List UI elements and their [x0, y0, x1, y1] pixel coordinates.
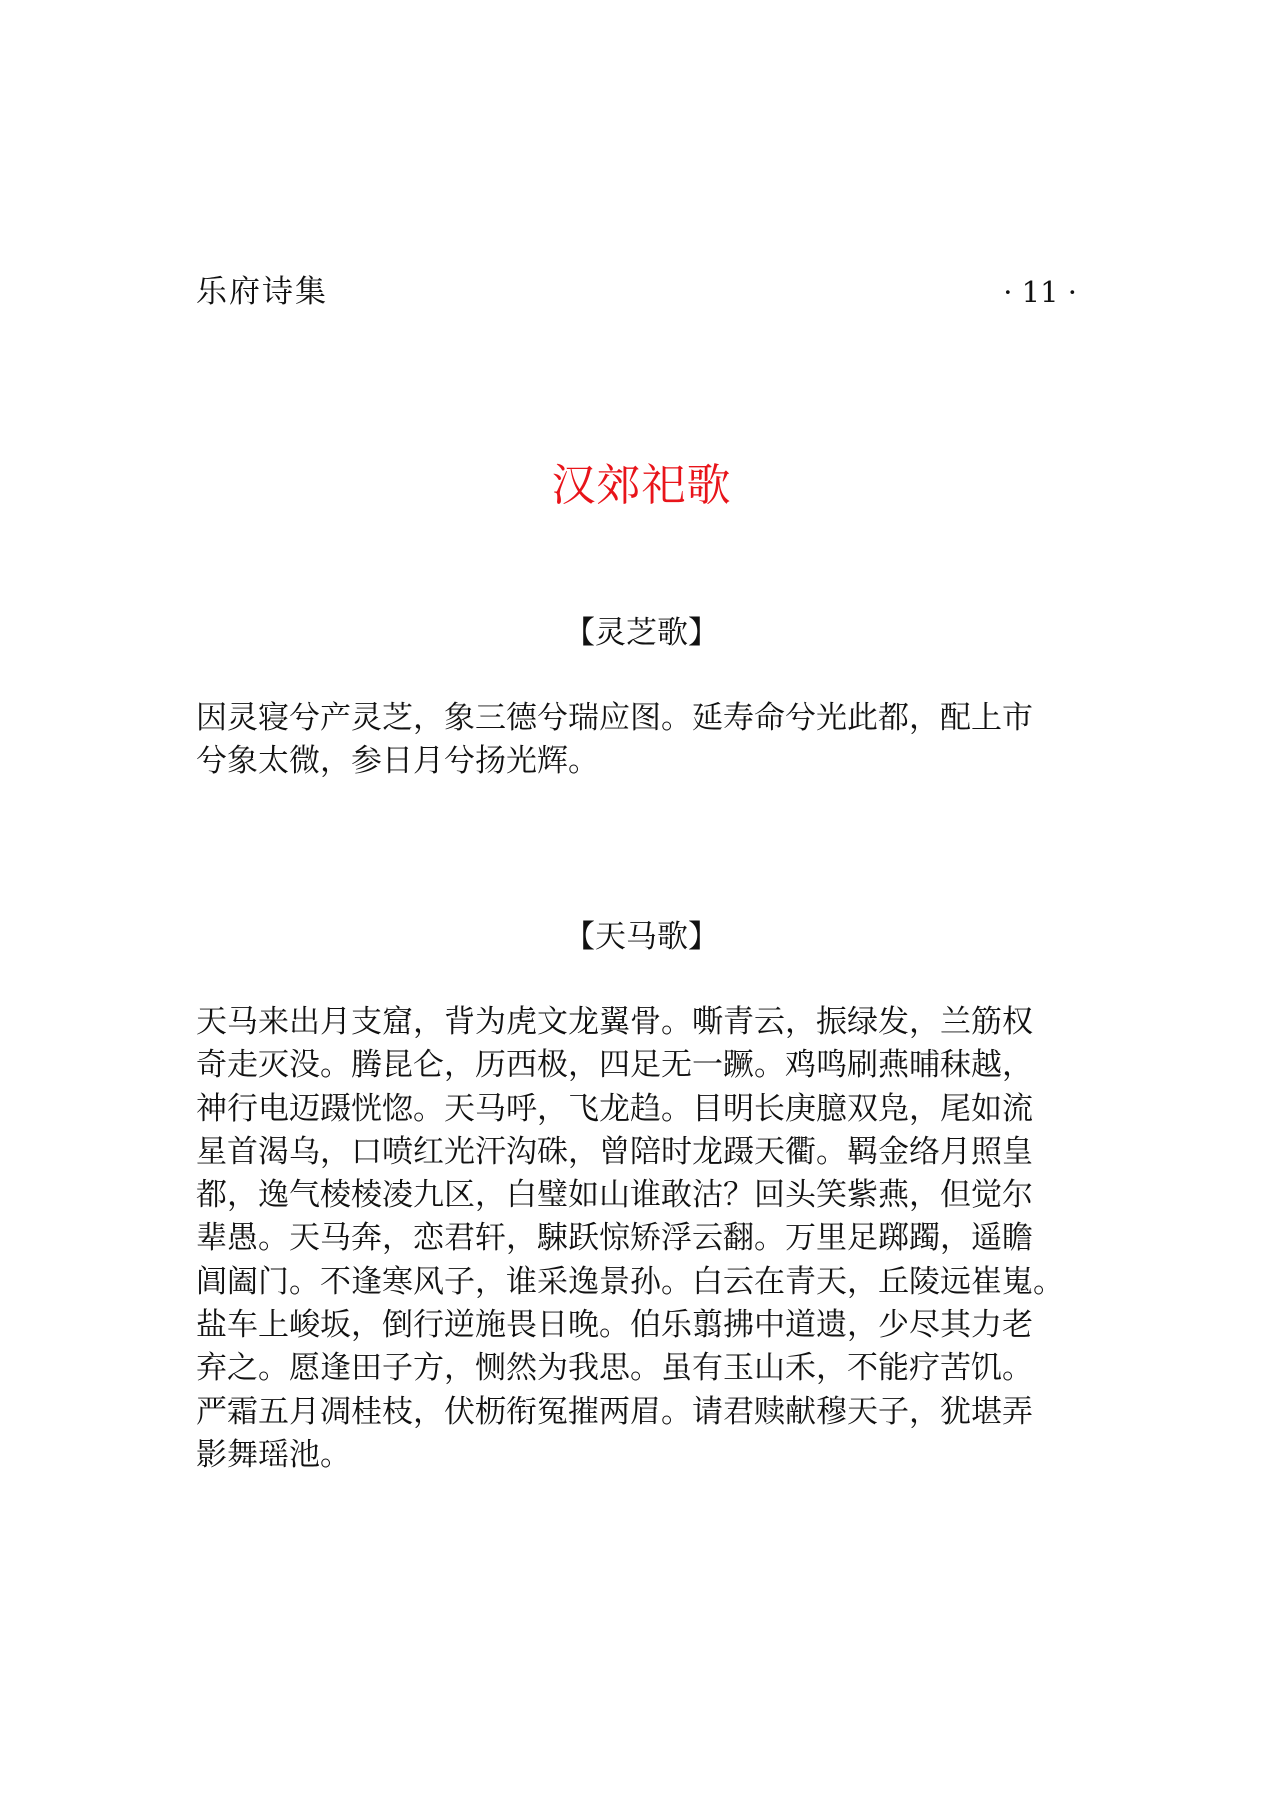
section-body-lingzhi — [196, 697, 1126, 784]
poem-line: 都，逸气棱棱凌九区，白璧如山谁敢沽？回头笑紫燕，但觉尔 — [196, 1177, 1033, 1214]
section-title-tianma: 【天马歌】 — [564, 919, 719, 955]
poem-line: 影舞瑶池。 — [196, 1436, 351, 1473]
book-title: 乐府诗集 — [196, 274, 328, 310]
poem-line: 严霜五月凋桂枝，伏枥衔冤摧两眉。请君赎献穆天子，犹堪弄 — [196, 1393, 1033, 1430]
poem-line: 盐车上峻坂，倒行逆施畏日晚。伯乐翦拂中道遗，少尽其力老 — [196, 1307, 1033, 1344]
poem-line: 因灵寝兮产灵芝，象三德兮瑞应图。延寿命兮光此都，配上市 — [196, 700, 1033, 736]
poem-line: 阊阖门。不逢寒风子，谁采逸景孙。白云在青天，丘陵远崔嵬。 — [196, 1263, 1064, 1300]
section-body-tianma — [196, 1001, 1126, 1477]
section-title-lingzhi: 【灵芝歌】 — [564, 615, 719, 651]
poem-line: 兮象太微，参日月兮扬光辉。 — [196, 743, 599, 780]
poem-line: 奇走灭没。腾昆仑，历西极，四足无一蹶。鸡鸣刷燕晡秣越， — [196, 1047, 1033, 1084]
page-number: · 11 · — [1003, 275, 1077, 309]
page-title: 汉郊祀歌 — [551, 460, 732, 511]
poem-line: 神行电迈蹑恍惚。天马呼，飞龙趋。目明长庚臆双凫，尾如流 — [196, 1090, 1033, 1127]
poem-line: 天马来出月支窟，背为虎文龙翼骨。嘶青云，振绿发，兰筋权 — [196, 1004, 1033, 1040]
poem-line: 弃之。愿逢田子方，恻然为我思。虽有玉山禾，不能疗苦饥。 — [196, 1350, 1033, 1387]
poem-line: 星首渴乌，口喷红光汗沟硃，曾陪时龙蹑天衢。羁金络月照皇 — [196, 1133, 1033, 1170]
poem-line: 辈愚。天马奔，恋君轩，駷跃惊矫浮云翻。万里足踯躅，遥瞻 — [196, 1220, 1033, 1257]
